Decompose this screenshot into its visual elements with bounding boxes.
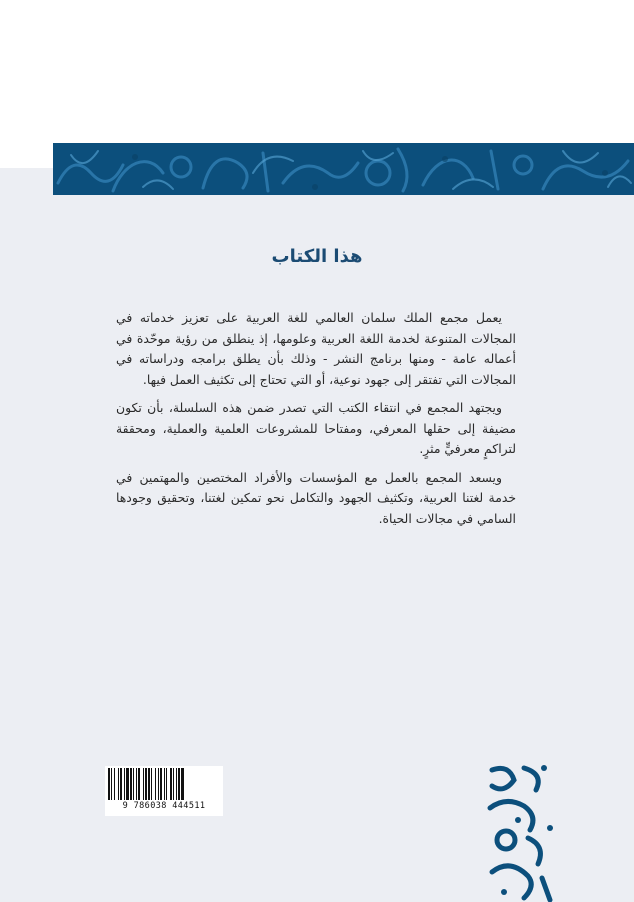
- barcode-bar: [143, 768, 144, 800]
- arabic-calligraphy-pattern: [53, 143, 634, 195]
- isbn-barcode: [105, 766, 223, 816]
- barcode-bar: [164, 768, 165, 800]
- barcode-bar: [151, 768, 152, 800]
- barcode-bar: [120, 768, 122, 800]
- barcode-bar: [138, 768, 140, 800]
- barcode-bar: [124, 768, 125, 800]
- barcode-bar: [136, 768, 137, 800]
- description-paragraph: ويجتهد المجمع في انتقاء الكتب التي تصدر ضمن هذه السلسلة، بأن تكون مضيفة إلى حقلها المعرفي، ومفتاحا للمشروعات العلمية والعملية، ومحققة لتراكمٍ معرفيٍّ مثرٍ.: [116, 400, 516, 456]
- calligraphy-banner: [53, 143, 634, 195]
- barcode-bar: [155, 768, 156, 800]
- barcode-bar: [118, 768, 119, 800]
- barcode-bar: [178, 768, 180, 800]
- barcode-bar: [181, 768, 184, 800]
- barcode-bar: [114, 768, 115, 800]
- barcode-bar: [145, 768, 147, 800]
- isbn-number: 9 786038 444511: [122, 801, 206, 811]
- barcode-bar: [111, 768, 112, 800]
- calligraphy-ornament: [484, 760, 564, 902]
- barcode-bar: [160, 768, 162, 800]
- barcode-bar: [173, 768, 174, 800]
- barcode-bar: [176, 768, 177, 800]
- barcode-bar: [166, 768, 167, 800]
- barcode-bar: [133, 768, 134, 800]
- barcode-bar: [170, 768, 172, 800]
- description-paragraph: يعمل مجمع الملك سلمان العالمي للغة العربية على تعزيز خدماته في المجالات المتنوعة لخدمة اللغة العربية وعلومها، إذ ينطلق من رؤية موحّدة في أعماله عامة - ومنها برنامج النشر - وذلك بأن يطلق برامجه ودراساته في المجالات التي تفتقر إلى جهود نوعية، أو التي تحتاج إلى تكثيف العمل فيها.: [116, 310, 516, 387]
- barcode-bar: [130, 768, 132, 800]
- page-title: هذا الكتاب: [271, 246, 363, 267]
- barcode-bar: [158, 768, 159, 800]
- barcode-bar: [108, 768, 110, 800]
- book-description: [116, 308, 516, 537]
- barcode-bar: [148, 768, 150, 800]
- description-paragraph: ويسعد المجمع بالعمل مع المؤسسات والأفراد المختصين والمهتمين في خدمة لغتنا العربية، وتكثيف الجهود والتكامل نحو تمكين لغتنا، وتحقيق وجودها السامي في مجالات الحياة.: [116, 469, 516, 526]
- barcode-bars: [107, 768, 221, 801]
- barcode-bar: [126, 768, 129, 800]
